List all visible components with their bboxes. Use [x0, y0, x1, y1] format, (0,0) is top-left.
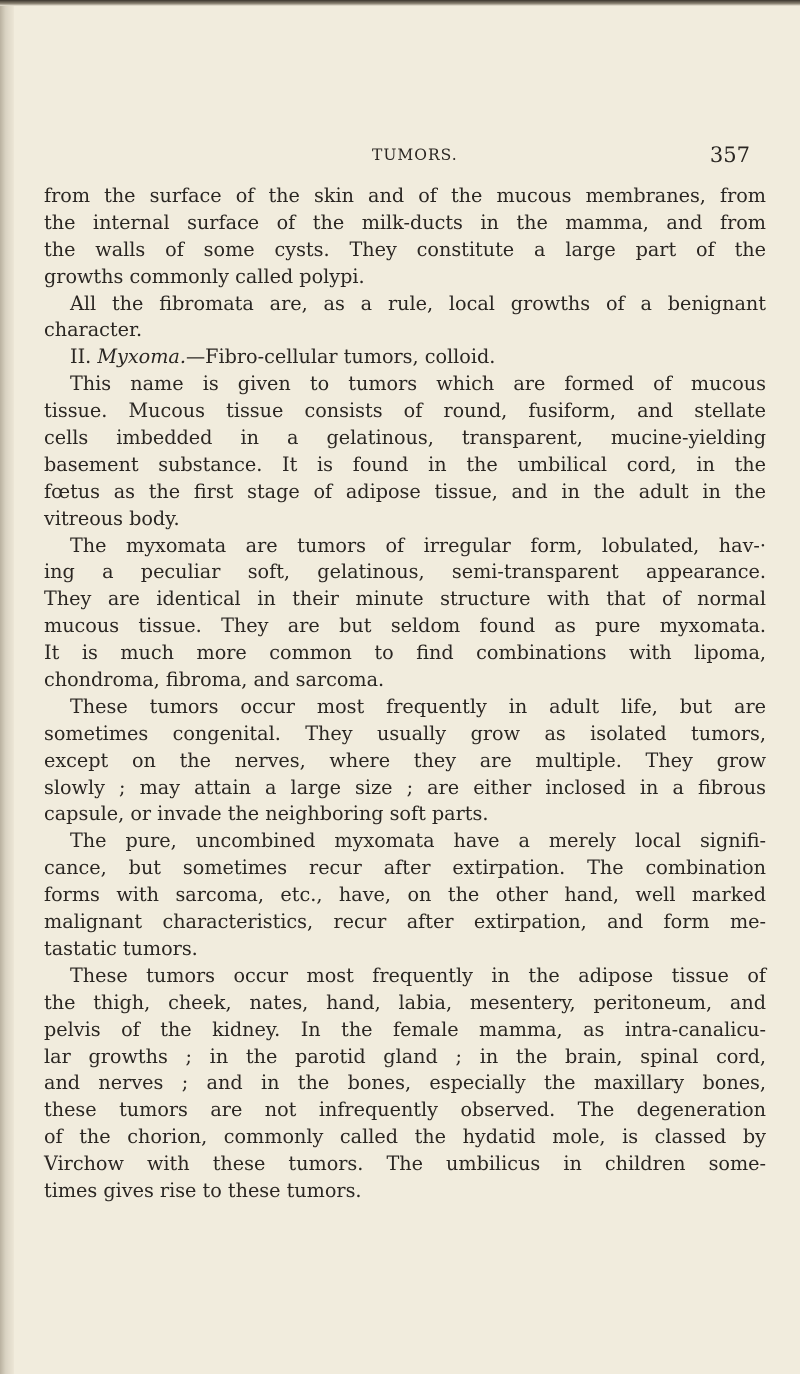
- text-line: of the chorion, commonly called the hydatid mole, is classed by: [44, 1125, 766, 1149]
- text-line: ing a peculiar soft, gelatinous, semi-transparent appearance.: [44, 560, 766, 584]
- text-line: these tumors are not infrequently observed. The degeneration: [44, 1098, 766, 1122]
- text-line: tissue. Mucous tissue consists of round, fusiform, and stellate: [44, 399, 766, 423]
- text-line: from the surface of the skin and of the mucous membranes, from: [44, 184, 766, 207]
- text-line: mucous tissue. They are but seldom found as pure myxomata.: [44, 614, 766, 638]
- running-head: TUMORS.: [372, 146, 458, 164]
- text-line: Virchow with these tumors. The umbilicus in children some-: [44, 1152, 766, 1176]
- section-subtitle: —Fibro-cellular tumors, colloid.: [185, 345, 496, 369]
- text-line: pelvis of the kidney. In the female mamma, as intra-canalicu-: [44, 1017, 766, 1041]
- section-number: II.: [70, 345, 92, 369]
- page-header: [0, 143, 800, 170]
- text-line: the internal surface of the milk-ducts in the mamma, and from: [44, 210, 766, 234]
- text-line: and nerves ; and in the bones, especially the maxillary bones,: [44, 1071, 766, 1095]
- text-line: growths commonly called polypi.: [44, 264, 365, 288]
- page-top-edge: [0, 0, 800, 6]
- text-line: fœtus as the first stage of adipose tissue, and in the adult in the: [44, 479, 766, 503]
- text-line: This name is given to tumors which are formed of mucous: [70, 372, 766, 396]
- text-line: vitreous body.: [44, 506, 180, 530]
- text-line: These tumors occur most frequently in adult life, but are: [70, 694, 766, 718]
- text-line: malignant characteristics, recur after extirpation, and form me-: [44, 910, 766, 934]
- text-line: chondroma, fibroma, and sarcoma.: [44, 668, 385, 692]
- text-line: cance, but sometimes recur after extirpation. The combination: [44, 856, 766, 880]
- page-number: 357: [709, 143, 750, 167]
- text-line: the walls of some cysts. They constitute a large part of the: [44, 237, 766, 261]
- text-line: All the fibromata are, as a rule, local growths of a benignant: [70, 291, 766, 315]
- text-line: the thigh, cheek, nates, hand, labia, mesentery, peritoneum, and: [44, 990, 766, 1014]
- text-line: tastatic tumors.: [44, 936, 198, 960]
- text-line: sometimes congenital. They usually grow as isolated tumors,: [44, 721, 766, 745]
- page-gutter-shadow: [0, 0, 14, 1374]
- text-line: These tumors occur most frequently in the adipose tissue of: [70, 963, 766, 987]
- text-line: The myxomata are tumors of irregular form, lobulated, hav-·: [70, 533, 766, 557]
- text-line: lar growths ; in the parotid gland ; in the brain, spinal cord,: [44, 1044, 766, 1068]
- text-line: times gives rise to these tumors.: [44, 1178, 362, 1202]
- text-line: They are identical in their minute structure with that of normal: [44, 587, 766, 611]
- text-line: The pure, uncombined myxomata have a merely local signifi-: [70, 829, 766, 853]
- section-term: Myxoma.: [97, 345, 186, 369]
- text-line: slowly ; may attain a large size ; are either inclosed in a fibrous: [44, 775, 766, 799]
- body-text: [44, 183, 766, 1205]
- text-line: except on the nerves, where they are multiple. They grow: [44, 748, 766, 772]
- text-line: It is much more common to find combinations with lipoma,: [44, 641, 766, 665]
- section-heading: [44, 344, 766, 371]
- text-line: capsule, or invade the neighboring soft parts.: [44, 802, 489, 826]
- text-line: cells imbedded in a gelatinous, transparent, mucine-yielding: [44, 426, 766, 450]
- text-line: forms with sarcoma, etc., have, on the other hand, well marked: [44, 883, 766, 907]
- text-line: basement substance. It is found in the umbilical cord, in the: [44, 452, 766, 476]
- text-line: character.: [44, 318, 143, 342]
